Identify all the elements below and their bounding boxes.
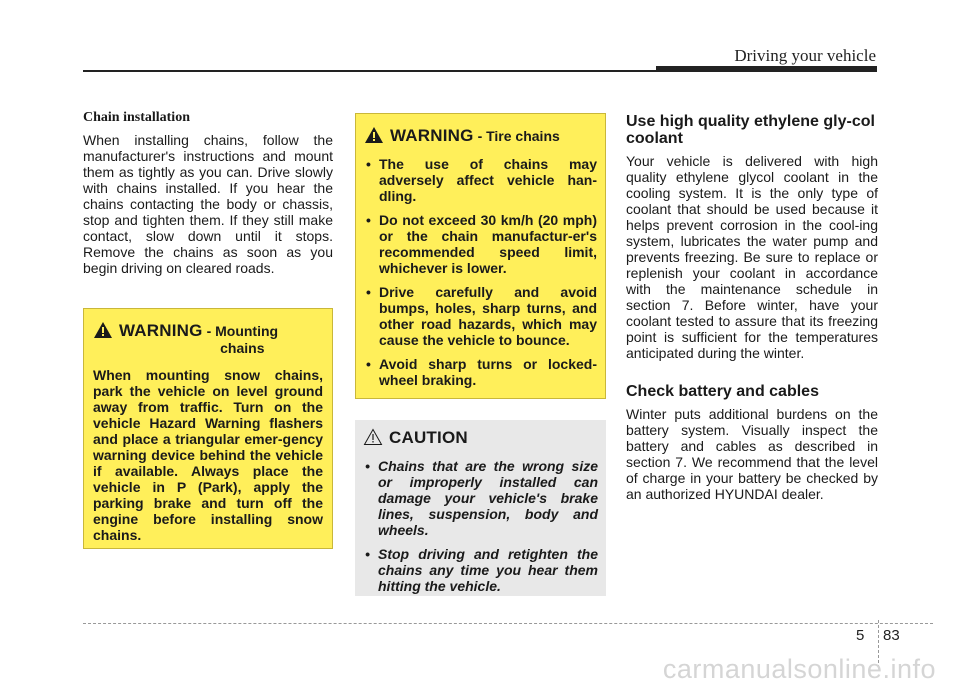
warning-triangle-icon: [93, 321, 113, 339]
warning-subtitle: - Tire chains: [477, 128, 560, 144]
caution-list: [363, 458, 598, 594]
warning-tire-list: [364, 156, 597, 388]
chain-installation-heading: Chain installation: [83, 110, 190, 125]
maintenance-column: [626, 113, 878, 524]
chain-installation-body: When installing chains, follow the manufacturer's instructions and mount them as tightly as you can. Drive slowly with chains installed. If you hear the chains contacting the body or chassis, stop and tighten them. If they still make contact, slow down until it stops. Remove the chains as soon as you begin driving on cleared roads.: [83, 132, 333, 276]
warning-subtitle-line2: chains: [220, 340, 265, 356]
battery-body: Winter puts additional burdens on the battery system. Visually inspect the battery and cables as described in section 7. We recommend that the level of charge in your battery be checked by an authorized HYUNDAI dealer.: [626, 406, 878, 502]
chain-installation-section: [83, 110, 333, 276]
warning-mounting-title: [93, 321, 323, 357]
page-number: 83: [883, 627, 900, 644]
footer-rule: [83, 623, 933, 624]
warning-triangle-icon: [364, 126, 384, 144]
list-item: • The use of chains may adversely affect vehicle han-dling.: [364, 156, 597, 204]
warning-mounting-chains-box: [83, 308, 333, 549]
watermark-text: carmanualsonline.info: [662, 654, 936, 684]
list-item: • Avoid sharp turns or locked-wheel braking.: [364, 356, 597, 388]
list-item: • Stop driving and retighten the chains any time you hear them hitting the vehicle.: [363, 546, 598, 594]
page-header-title: Driving your vehicle: [734, 46, 876, 65]
coolant-body: Your vehicle is delivered with high quality ethylene glycol coolant in the cooling system. It is the only type of coolant that should be used because it helps prevent corrosion in the cool-ing system, lubricates the water pump and prevents freezing. Be sure to replace or replenish your coolant in accordance with the maintenance schedule in section 7. Before winter, have your coolant tested to assure that its freezing point is sufficient for the temperatures anticipated during the winter.: [626, 153, 878, 361]
caution-triangle-icon: [363, 428, 383, 446]
warning-mounting-body: When mounting snow chains, park the vehicle on level ground away from traffic. Turn on the vehicle Hazard Warning flashers and place a triangular emer-gency warning device behind the vehicle if available. Always place the vehicle in P (Park), apply the parking brake and turn off the engine before installing snow chains.: [93, 367, 323, 543]
list-item: • Do not exceed 30 km/h (20 mph) or the chain manufactur-er's recommended speed limit, whichever is lower.: [364, 212, 597, 276]
warning-subtitle: [207, 323, 279, 357]
list-item: • Drive carefully and avoid bumps, holes, sharp turns, and other road hazards, which may cause the vehicle to bounce.: [364, 284, 597, 348]
caution-title: [363, 428, 598, 448]
warning-tire-title: [364, 126, 597, 146]
chapter-number: 5: [856, 627, 865, 644]
caution-box: [355, 420, 606, 596]
header-rule-accent: [656, 66, 877, 72]
header-rule: [83, 70, 656, 72]
coolant-heading: Use high quality ethylene gly-col coolant: [626, 113, 875, 147]
warning-tire-chains-box: [355, 113, 606, 399]
warning-label: WARNING: [390, 126, 474, 145]
battery-heading: Check battery and cables: [626, 383, 819, 400]
list-item: • Chains that are the wrong size or improperly installed can damage your vehicle's brake lines, suspension, body and wheels.: [363, 458, 598, 538]
warning-label: WARNING: [119, 321, 203, 340]
warning-subtitle-line1: - Mounting: [206, 323, 279, 339]
caution-label: CAUTION: [389, 428, 468, 447]
